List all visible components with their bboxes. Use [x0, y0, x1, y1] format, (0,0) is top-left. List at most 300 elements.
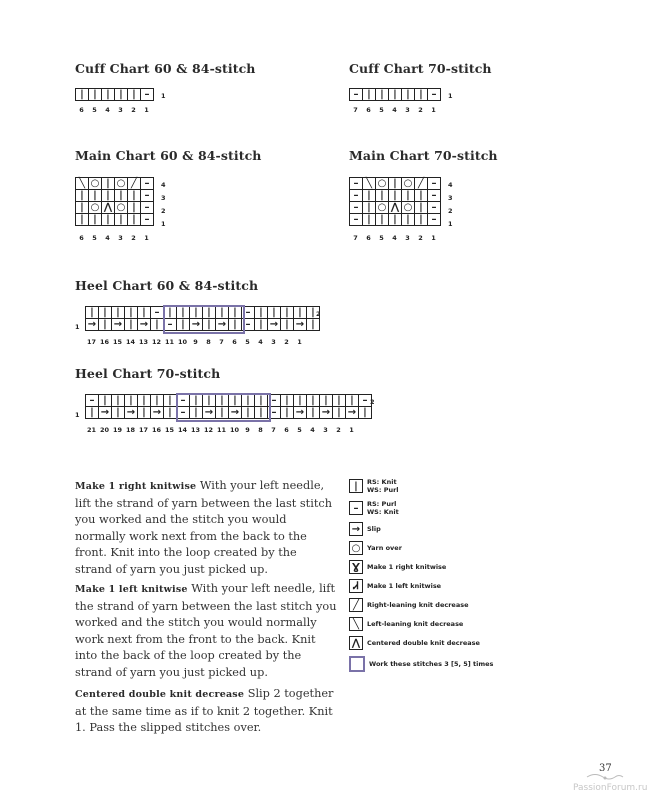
stitch-cell: | [307, 395, 320, 407]
chart-row [350, 214, 441, 226]
stitch-cell: – [350, 178, 363, 190]
stitch-cell: | [151, 319, 164, 331]
knit-symbol-icon: | [349, 479, 363, 493]
stitch-cell: | [268, 307, 281, 319]
stitch-cell: | [112, 407, 125, 419]
instruction-text: With your left needle, lift the strand of yarn between the last stitch you worked and the stitch you would normally work next from the back to the front. Knit into the loop created by the strand of yarn you just picked up. [75, 479, 332, 576]
stitch-cell: ⋀ [102, 202, 115, 214]
stitch-cell: | [402, 190, 415, 202]
legend-item [349, 636, 480, 650]
stitch-cell: ○ [89, 178, 102, 190]
stitch-cell: → [229, 407, 242, 419]
stitch-cell: – [151, 307, 164, 319]
stitch-cell: → [99, 407, 112, 419]
stitch-cell: | [102, 178, 115, 190]
stitch-cell: | [138, 407, 151, 419]
legend-item [349, 522, 381, 536]
stitch-cell: | [415, 190, 428, 202]
stitch-cell: | [229, 319, 242, 331]
stitch-cell: | [203, 319, 216, 331]
stitch-cell: | [125, 395, 138, 407]
stitch-cell: → [190, 319, 203, 331]
chart-row [76, 178, 154, 190]
stitch-cell: | [76, 202, 89, 214]
row-number: 1 [448, 220, 453, 228]
cuff-chart-60-row-number: 1 [161, 92, 166, 100]
column-number: 20 [99, 426, 110, 434]
stitch-cell: | [376, 190, 389, 202]
legend-item [349, 500, 399, 516]
legend-label [367, 639, 480, 647]
row-number: 4 [161, 181, 166, 189]
stitch-cell: ╱ [415, 178, 428, 190]
column-number: 15 [112, 338, 123, 346]
row-number: 4 [448, 181, 453, 189]
stitch-cell: | [102, 190, 115, 202]
stitch-cell: | [164, 307, 177, 319]
stitch-cell: | [376, 89, 389, 101]
main-chart-60-column-numbers [75, 234, 153, 242]
stitch-cell: → [86, 319, 99, 331]
heel-chart-60-row-number-1: 1 [75, 323, 80, 331]
heel-chart-70-row-number-2: 2 [370, 398, 375, 406]
column-number: 4 [392, 106, 397, 114]
stitch-cell: | [112, 307, 125, 319]
column-number: 6 [232, 338, 237, 346]
column-number: 2 [131, 234, 136, 242]
stitch-cell: | [333, 407, 346, 419]
stitch-cell: | [115, 214, 128, 226]
heel-chart-60-column-numbers [85, 338, 306, 346]
column-number: 4 [105, 234, 110, 242]
stitch-cell: | [307, 307, 320, 319]
column-number: 3 [271, 338, 276, 346]
column-number: 11 [164, 338, 175, 346]
instruction-text: With your left needle, lift the strand of yarn between the last stitch you worked and the stitch you would normally work next from the front to the back. Knit into the back of the loop created by the strand of yarn you just picked up. [75, 582, 337, 679]
stitch-cell: – [164, 319, 177, 331]
stitch-cell: – [350, 89, 363, 101]
cuff-chart-70-grid [349, 88, 441, 101]
stitch-cell: | [99, 395, 112, 407]
stitch-cell: ○ [115, 178, 128, 190]
legend-label [369, 660, 493, 668]
legend-line: Yarn over [367, 544, 402, 552]
legend-line: Left-leaning knit decrease [367, 620, 464, 628]
stitch-cell: | [112, 395, 125, 407]
stitch-cell: | [216, 407, 229, 419]
column-number: 7 [219, 338, 224, 346]
column-number: 9 [193, 338, 198, 346]
stitch-cell: – [428, 178, 441, 190]
stitch-cell: | [128, 190, 141, 202]
watermark: PassionForum.ru [573, 783, 648, 793]
stitch-cell: – [177, 395, 190, 407]
stitch-cell: → [112, 319, 125, 331]
stitch-cell: | [363, 89, 376, 101]
stitch-cell: → [294, 319, 307, 331]
main-chart-70-title: Main Chart 70-stitch [349, 148, 498, 163]
legend-label [367, 500, 399, 516]
right-decrease-icon: ╱ [349, 598, 363, 612]
legend-label [367, 620, 463, 628]
column-number: 5 [379, 106, 384, 114]
column-number: 4 [105, 106, 110, 114]
chart-row [76, 202, 154, 214]
chart-row [350, 178, 441, 190]
legend-item [349, 478, 399, 494]
stitch-cell: | [177, 307, 190, 319]
row-number: 1 [161, 220, 166, 228]
stitch-cell: ╲ [363, 178, 376, 190]
column-number: 17 [86, 338, 97, 346]
legend-item [349, 598, 468, 612]
stitch-cell: | [363, 214, 376, 226]
stitch-cell: | [389, 89, 402, 101]
stitch-cell: – [350, 202, 363, 214]
stitch-cell: | [346, 395, 359, 407]
column-number: 2 [284, 338, 289, 346]
chart-row [76, 89, 154, 101]
stitch-cell: | [389, 190, 402, 202]
stitch-cell: ○ [115, 202, 128, 214]
column-number: 2 [336, 426, 341, 434]
stitch-cell: – [177, 407, 190, 419]
stitch-cell: | [177, 319, 190, 331]
stitch-cell: | [281, 407, 294, 419]
stitch-cell: | [255, 307, 268, 319]
stitch-cell: | [389, 214, 402, 226]
heel-chart-60-row-number-2: 2 [316, 310, 321, 318]
stitch-cell: ○ [89, 202, 102, 214]
column-number: 8 [258, 426, 263, 434]
stitch-cell: | [216, 395, 229, 407]
stitch-cell: | [363, 202, 376, 214]
stitch-cell: → [125, 407, 138, 419]
stitch-cell: | [86, 307, 99, 319]
main-chart-70-grid [349, 177, 441, 226]
legend-item [349, 617, 463, 631]
column-number: 7 [353, 106, 358, 114]
legend-line: Work these stitches 3 [5, 5] times [369, 660, 494, 668]
column-number: 3 [405, 234, 410, 242]
stitch-cell: – [428, 214, 441, 226]
stitch-cell: – [141, 89, 154, 101]
column-number: 5 [92, 106, 97, 114]
stitch-cell: | [102, 89, 115, 101]
stitch-cell: | [255, 395, 268, 407]
column-number: 6 [79, 234, 84, 242]
legend-line: Make 1 left knitwise [367, 582, 442, 590]
stitch-cell: | [307, 407, 320, 419]
stitch-cell: – [359, 395, 372, 407]
legend-line: Right-leaning knit decrease [367, 601, 469, 609]
stitch-cell: | [294, 395, 307, 407]
stitch-cell: ⋀ [389, 202, 402, 214]
column-number: 1 [431, 234, 436, 242]
stitch-cell: | [203, 307, 216, 319]
column-number: 6 [366, 106, 371, 114]
column-number: 1 [297, 338, 302, 346]
stitch-cell: | [281, 307, 294, 319]
column-number: 14 [177, 426, 188, 434]
stitch-cell: | [281, 395, 294, 407]
repeat-box-icon [349, 656, 365, 672]
chart-row [76, 214, 154, 226]
stitch-cell: → [151, 407, 164, 419]
stitch-cell: | [229, 307, 242, 319]
column-number: 2 [131, 106, 136, 114]
cuff-chart-60-grid [75, 88, 154, 101]
stitch-cell: | [164, 407, 177, 419]
column-number: 10 [229, 426, 240, 434]
instruction-text: Slip 2 together at the same time as if to knit 2 together. Knit 1. Pass the slipped stitches over. [75, 687, 334, 734]
column-number: 18 [125, 426, 136, 434]
column-number: 5 [297, 426, 302, 434]
row-number: 2 [448, 207, 453, 215]
stitch-cell: | [125, 307, 138, 319]
column-number: 1 [144, 106, 149, 114]
stitch-cell: | [190, 395, 203, 407]
stitch-cell: – [268, 395, 281, 407]
stitch-cell: – [350, 190, 363, 202]
column-number: 5 [92, 234, 97, 242]
stitch-cell: → [320, 407, 333, 419]
instruction-lead: Make 1 right knitwise [75, 481, 197, 492]
stitch-cell: → [138, 319, 151, 331]
column-number: 7 [353, 234, 358, 242]
stitch-cell: ○ [402, 202, 415, 214]
stitch-cell: | [115, 190, 128, 202]
stitch-cell: | [190, 407, 203, 419]
page-number: 37 [599, 763, 612, 774]
stitch-cell: – [428, 202, 441, 214]
legend-label [367, 525, 381, 533]
column-number: 3 [323, 426, 328, 434]
instruction-make-1-left [75, 581, 337, 681]
stitch-cell: | [216, 307, 229, 319]
stitch-cell: | [402, 214, 415, 226]
stitch-cell: | [128, 89, 141, 101]
stitch-cell: – [242, 307, 255, 319]
stitch-cell: ╲ [76, 178, 89, 190]
stitch-cell: | [333, 395, 346, 407]
stitch-cell: | [415, 214, 428, 226]
legend-line: RS: Purl [367, 500, 397, 508]
legend-label [367, 582, 441, 590]
make-right-icon: Ɣ [349, 560, 363, 574]
stitch-cell: – [141, 190, 154, 202]
legend-line: WS: Purl [367, 486, 399, 494]
main-chart-60-title: Main Chart 60 & 84-stitch [75, 148, 262, 163]
column-number: 3 [405, 106, 410, 114]
chart-row [350, 190, 441, 202]
row-number: 3 [448, 194, 453, 202]
chart-row [350, 89, 441, 101]
stitch-cell: | [86, 407, 99, 419]
heel-chart-70-row-number-1: 1 [75, 411, 80, 419]
column-number: 5 [379, 234, 384, 242]
column-number: 13 [138, 338, 149, 346]
instruction-centered-double-decrease [75, 686, 337, 737]
stitch-cell: | [255, 407, 268, 419]
column-number: 3 [118, 234, 123, 242]
stitch-cell: | [389, 178, 402, 190]
legend-item [349, 541, 402, 555]
stitch-cell: – [242, 319, 255, 331]
column-number: 21 [86, 426, 97, 434]
stitch-cell: – [141, 178, 154, 190]
stitch-cell: | [255, 319, 268, 331]
column-number: 6 [366, 234, 371, 242]
stitch-cell: | [307, 319, 320, 331]
row-number: 3 [161, 194, 166, 202]
stitch-cell: | [281, 319, 294, 331]
stitch-cell: – [428, 89, 441, 101]
make-left-icon: Ꮧ [349, 579, 363, 593]
column-number: 4 [258, 338, 263, 346]
column-number: 4 [392, 234, 397, 242]
stitch-cell: | [359, 407, 372, 419]
legend-line: Make 1 right knitwise [367, 563, 447, 571]
cuff-chart-60-column-numbers [75, 106, 153, 114]
stitch-cell: → [268, 319, 281, 331]
stitch-cell: | [363, 190, 376, 202]
heel-chart-60-repeat-box [163, 305, 245, 334]
column-number: 19 [112, 426, 123, 434]
stitch-cell: | [89, 214, 102, 226]
stitch-cell: – [428, 190, 441, 202]
legend-line: Centered double knit decrease [367, 639, 480, 647]
flourish-ornament-icon [585, 772, 625, 782]
stitch-cell: – [86, 395, 99, 407]
legend-item [349, 656, 493, 672]
column-number: 4 [310, 426, 315, 434]
column-number: 1 [144, 234, 149, 242]
cuff-chart-60-title: Cuff Chart 60 & 84-stitch [75, 61, 256, 76]
stitch-cell: | [138, 395, 151, 407]
heel-chart-70-title: Heel Chart 70-stitch [75, 366, 221, 381]
stitch-cell: | [89, 190, 102, 202]
stitch-cell: | [128, 202, 141, 214]
stitch-cell: | [76, 89, 89, 101]
column-number: 8 [206, 338, 211, 346]
stitch-cell: | [128, 214, 141, 226]
column-number: 2 [418, 234, 423, 242]
stitch-cell: | [164, 395, 177, 407]
stitch-cell: ○ [402, 178, 415, 190]
column-number: 5 [245, 338, 250, 346]
heel-chart-70-repeat-box [176, 393, 271, 422]
instruction-lead: Centered double knit decrease [75, 689, 245, 700]
stitch-cell: | [229, 395, 242, 407]
heel-chart-60-title: Heel Chart 60 & 84-stitch [75, 278, 259, 293]
stitch-cell: ○ [376, 202, 389, 214]
stitch-cell: | [294, 307, 307, 319]
column-number: 1 [349, 426, 354, 434]
slip-symbol-icon: → [349, 522, 363, 536]
column-number: 2 [418, 106, 423, 114]
legend-line: WS: Knit [367, 508, 399, 516]
stitch-cell: – [268, 407, 281, 419]
column-number: 13 [190, 426, 201, 434]
instruction-lead: Make 1 left knitwise [75, 584, 188, 595]
stitch-cell: | [190, 307, 203, 319]
legend-label [367, 601, 468, 609]
stitch-cell: | [376, 214, 389, 226]
main-chart-60-grid [75, 177, 154, 226]
column-number: 14 [125, 338, 136, 346]
stitch-cell: → [294, 407, 307, 419]
stitch-cell: – [141, 202, 154, 214]
stitch-cell: – [350, 214, 363, 226]
heel-chart-70-column-numbers [85, 426, 358, 434]
legend-item [349, 560, 446, 574]
stitch-cell: | [402, 89, 415, 101]
purl-symbol-icon: – [349, 501, 363, 515]
stitch-cell: | [89, 89, 102, 101]
column-number: 7 [271, 426, 276, 434]
stitch-cell: | [99, 307, 112, 319]
column-number: 16 [99, 338, 110, 346]
stitch-cell: ○ [376, 178, 389, 190]
cuff-chart-70-column-numbers [349, 106, 440, 114]
chart-row [350, 202, 441, 214]
stitch-cell: → [346, 407, 359, 419]
legend-item [349, 579, 441, 593]
centered-decrease-icon: ⋀ [349, 636, 363, 650]
column-number: 10 [177, 338, 188, 346]
stitch-cell: | [151, 395, 164, 407]
stitch-cell: | [415, 89, 428, 101]
stitch-cell: | [125, 319, 138, 331]
stitch-cell: | [102, 214, 115, 226]
column-number: 6 [284, 426, 289, 434]
stitch-cell: | [242, 407, 255, 419]
chart-row [76, 190, 154, 202]
column-number: 9 [245, 426, 250, 434]
column-number: 11 [216, 426, 227, 434]
column-number: 3 [118, 106, 123, 114]
stitch-cell: | [76, 190, 89, 202]
column-number: 6 [79, 106, 84, 114]
row-number: 2 [161, 207, 166, 215]
cuff-chart-70-title: Cuff Chart 70-stitch [349, 61, 492, 76]
stitch-cell: | [76, 214, 89, 226]
column-number: 17 [138, 426, 149, 434]
legend-label [367, 544, 402, 552]
stitch-cell: ╱ [128, 178, 141, 190]
stitch-cell: | [99, 319, 112, 331]
cuff-chart-70-row-number: 1 [448, 92, 453, 100]
legend-line: RS: Knit [367, 478, 397, 486]
yarn-over-icon: ○ [349, 541, 363, 555]
stitch-cell: | [242, 395, 255, 407]
main-chart-70-column-numbers [349, 234, 440, 242]
instruction-make-1-right [75, 478, 337, 578]
column-number: 1 [431, 106, 436, 114]
stitch-cell: – [141, 214, 154, 226]
column-number: 15 [164, 426, 175, 434]
stitch-cell: → [203, 407, 216, 419]
column-number: 16 [151, 426, 162, 434]
stitch-cell: | [203, 395, 216, 407]
column-number: 12 [151, 338, 162, 346]
stitch-cell: | [415, 202, 428, 214]
left-decrease-icon: ╲ [349, 617, 363, 631]
legend-label [367, 563, 446, 571]
legend-line: Slip [367, 525, 381, 533]
stitch-cell: | [138, 307, 151, 319]
